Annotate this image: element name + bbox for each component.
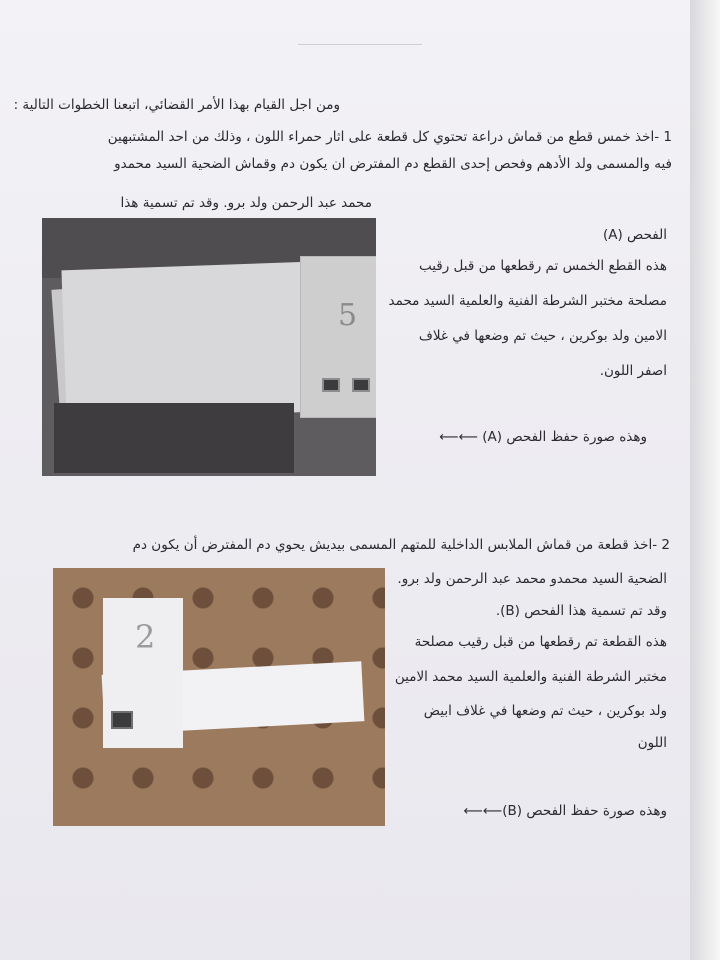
evidence-photo-a [42,218,376,476]
step2-line3: وقد تم تسمية هذا الفحص (B). [495,603,667,619]
fabric-sheet [61,262,316,421]
step1-line6: مصلحة مختبر الشرطة الفنية والعلمية السيد محمد [388,293,667,309]
intro-text: ومن اجل القيام بهذا الأمر القضائي، اتبعنا الخطوات التالية : [13,97,340,113]
evidence-number: 5 [338,298,358,333]
page-edge [690,0,720,960]
step1-line5: هذه القطع الخمس تم رقطعها من قبل رقيب [418,258,667,274]
evidence-card [300,256,376,418]
evidence-label [352,378,370,392]
evidence-photo-b [53,568,385,826]
step1-line7: الامين ولد بوكرين ، حيث تم وضعها في غلاف [418,328,667,344]
step2-line2: الضحية السيد محمدو محمد عبد الرحمن ولد برو. [397,571,667,587]
step2-line6: ولد بوكرين ، حيث تم وضعها في غلاف ابيض [423,703,667,719]
photo-a-caption: وهذه صورة حفظ الفحص (A) ⟵⟵ [439,429,647,445]
photo-b-caption: وهذه صورة حفظ الفحص (B)⟵⟵ [463,803,667,819]
step2-line7: اللون [637,735,667,751]
step2-line4: هذه القطعة تم رقطعها من قبل رقيب مصلحة [414,634,667,650]
step2-line5: مختبر الشرطة الفنية والعلمية السيد محمد الامين [394,669,667,685]
step1-line1: 1 -اخذ خمس قطع من قماش دراعة تحتوي كل قطعة على اثار حمراء اللون ، وذلك من احد المشتبهين [107,129,672,145]
step1-line2: فيه والمسمى ولد الأدهم وفحص إحدى القطع دم المفترض ان يكون دم وقماش الضحية السيد محمدو [114,156,672,172]
header-divider [298,44,422,45]
step1-line4: الفحص (A) [602,227,667,243]
evidence-label [111,711,133,729]
step1-line3: محمد عبد الرحمن ولد برو. وقد تم تسمية هذا [120,195,372,211]
step1-line8: اصفر اللون. [599,363,667,379]
evidence-number: 2 [135,618,156,656]
evidence-label [322,378,340,392]
table-surface [54,403,294,473]
step2-line1: 2 -اخذ قطعة من قماش الملابس الداخلية للمتهم المسمى بيديش يحوي دم المفترض أن يكون دم [132,537,670,553]
